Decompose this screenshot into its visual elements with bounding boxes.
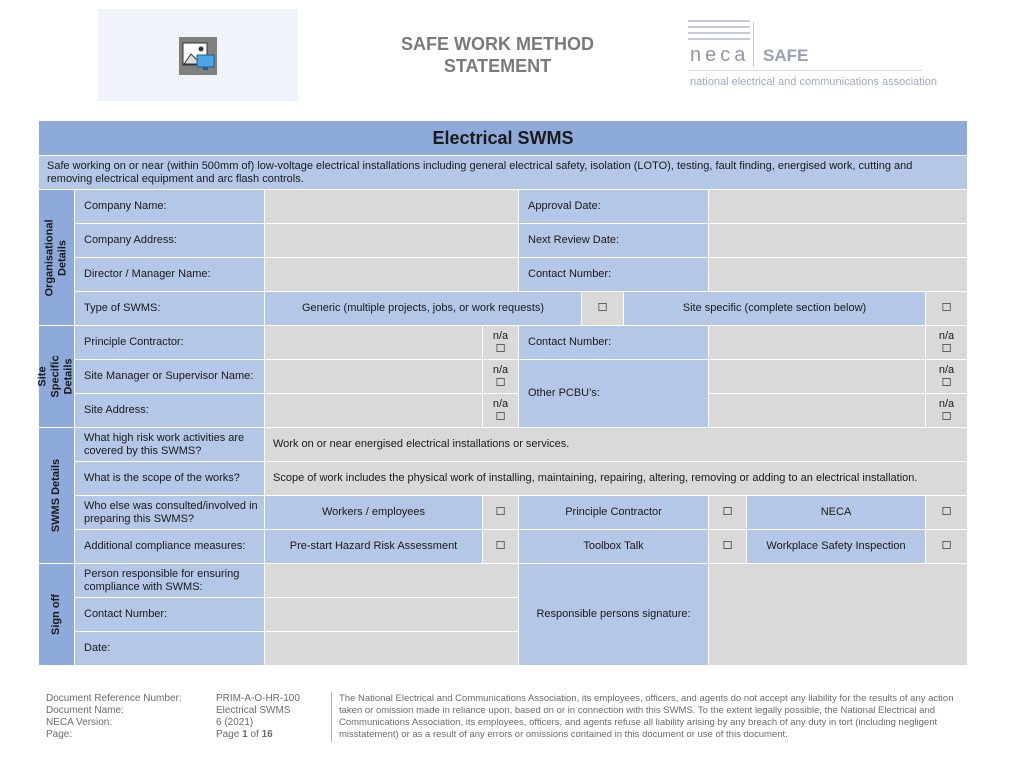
signoff-contact-number-field[interactable] — [265, 598, 519, 632]
site-contact-number-label: Contact Number: — [519, 326, 709, 360]
site-manager-label: Site Manager or Supervisor Name: — [75, 360, 265, 394]
logo-divider — [753, 22, 754, 67]
director-name-field[interactable] — [265, 258, 519, 292]
section-organisational: Organisational Details — [39, 190, 75, 326]
page-of: of — [247, 729, 262, 740]
na-label: n/a — [938, 363, 955, 376]
doc-name-value: Electrical SWMS — [216, 705, 291, 716]
principle-contractor-field[interactable] — [265, 326, 483, 360]
safe-wordmark: SAFE — [763, 46, 809, 65]
principle-contractor-checkbox[interactable]: ☐ — [709, 496, 747, 530]
logo-rule — [688, 70, 922, 71]
title-line-1: SAFE WORK METHOD — [401, 34, 594, 54]
workers-option-label: Workers / employees — [265, 496, 483, 530]
signoff-date-label: Date: — [75, 632, 265, 666]
section-site-specific: Site Specific Details — [39, 326, 75, 428]
responsible-person-field[interactable] — [265, 564, 519, 598]
prestart-option-label: Pre-start Hazard Risk Assessment — [265, 530, 483, 564]
na-label: n/a — [492, 397, 509, 410]
other-pcbu-na-1[interactable] — [926, 360, 968, 394]
company-logo-placeholder[interactable] — [98, 9, 298, 101]
other-pcbu-na-2[interactable] — [926, 394, 968, 428]
form-description: Safe working on or near (within 500mm of) low-voltage electrical installations including general electrical safety, isolation (LOTO), testing, fault finding, energised work, cutting and removing electrical equipment and arc flash controls. — [39, 156, 968, 190]
other-pcbus-label: Other PCBU’s: — [519, 360, 709, 428]
na-label: n/a — [938, 329, 955, 342]
site-address-na[interactable] — [483, 394, 519, 428]
document-title — [360, 33, 635, 77]
inspection-option-label: Workplace Safety Inspection — [747, 530, 926, 564]
site-contact-number-field[interactable] — [709, 326, 926, 360]
company-name-field[interactable] — [265, 190, 519, 224]
next-review-date-field[interactable] — [709, 224, 968, 258]
other-pcbu-field-2[interactable] — [709, 394, 926, 428]
site-address-field[interactable] — [265, 394, 483, 428]
page-value — [216, 729, 300, 741]
company-name-label: Company Name: — [75, 190, 265, 224]
section-sign-off: Sign off — [39, 564, 75, 666]
na-checkbox[interactable]: ☐ — [495, 410, 506, 423]
page-current: 1 — [242, 729, 248, 740]
na-checkbox[interactable]: ☐ — [941, 376, 952, 389]
workers-checkbox[interactable]: ☐ — [483, 496, 519, 530]
neca-version-label: NECA Version: — [46, 717, 113, 728]
image-placeholder-icon — [179, 37, 217, 75]
neca-version-value: 6 (2021) — [216, 717, 254, 728]
neca-checkbox[interactable]: ☐ — [926, 496, 968, 530]
other-pcbu-field-1[interactable] — [709, 360, 926, 394]
scope-of-works-label: What is the scope of the works? — [75, 462, 265, 496]
responsible-person-label: Person responsible for ensuring compliance with SWMS: — [75, 564, 265, 598]
footer-divider — [331, 692, 332, 742]
director-name-label: Director / Manager Name: — [75, 258, 265, 292]
na-checkbox[interactable]: ☐ — [495, 376, 506, 389]
contact-number-field[interactable] — [709, 258, 968, 292]
high-risk-activities-value[interactable]: Work on or near energised electrical installations or services. — [265, 428, 968, 462]
doc-ref-label: Document Reference Number: — [46, 693, 182, 704]
site-contact-number-na[interactable] — [926, 326, 968, 360]
generic-option-label: Generic (multiple projects, jobs, or work requests) — [265, 292, 582, 326]
footer-labels — [46, 693, 182, 741]
doc-name-label: Document Name: — [46, 705, 124, 716]
site-specific-checkbox[interactable]: ☐ — [926, 292, 968, 326]
site-address-label: Site Address: — [75, 394, 265, 428]
form-title: Electrical SWMS — [39, 121, 968, 156]
na-label: n/a — [492, 363, 509, 376]
contact-number-label: Contact Number: — [519, 258, 709, 292]
principle-contractor-na[interactable] — [483, 326, 519, 360]
approval-date-label: Approval Date: — [519, 190, 709, 224]
signature-label: Responsible persons signature: — [519, 564, 709, 666]
type-of-swms-label: Type of SWMS: — [75, 292, 265, 326]
approval-date-field[interactable] — [709, 190, 968, 224]
site-specific-option-label: Site specific (complete section below) — [624, 292, 926, 326]
generic-checkbox[interactable]: ☐ — [582, 292, 624, 326]
neca-tagline: national electrical and communications association — [690, 76, 938, 88]
signature-field[interactable] — [709, 564, 968, 666]
footer-values — [216, 693, 300, 741]
company-address-label: Company Address: — [75, 224, 265, 258]
consulted-label: Who else was consulted/involved in preparing this SWMS? — [75, 496, 265, 530]
toolbox-option-label: Toolbox Talk — [519, 530, 709, 564]
page-prefix: Page — [216, 729, 243, 740]
prestart-checkbox[interactable]: ☐ — [483, 530, 519, 564]
na-label: n/a — [492, 329, 509, 342]
neca-option-label: NECA — [747, 496, 926, 530]
neca-wordmark: neca — [690, 44, 750, 66]
scope-of-works-value[interactable]: Scope of work includes the physical work of installing, maintaining, repairing, altering, removing or adding to an electrical installation. — [265, 462, 968, 496]
company-address-field[interactable] — [265, 224, 519, 258]
signoff-date-field[interactable] — [265, 632, 519, 666]
neca-safe-logo — [688, 18, 938, 93]
title-line-2: STATEMENT — [443, 56, 552, 76]
section-swms-details: SWMS Details — [39, 428, 75, 564]
na-checkbox[interactable]: ☐ — [495, 342, 506, 355]
principle-contractor-label: Principle Contractor: — [75, 326, 265, 360]
principle-contractor-option-label: Principle Contractor — [519, 496, 709, 530]
site-manager-field[interactable] — [265, 360, 483, 394]
na-checkbox[interactable]: ☐ — [941, 342, 952, 355]
swms-form — [39, 121, 968, 666]
na-label: n/a — [938, 397, 955, 410]
signoff-contact-number-label: Contact Number: — [75, 598, 265, 632]
doc-ref-value: PRIM-A-O-HR-100 — [216, 693, 300, 704]
logo-lines — [688, 20, 750, 44]
compliance-measures-label: Additional compliance measures: — [75, 530, 265, 564]
footer-disclaimer: The National Electrical and Communications Association, its employees, officers, and agents do not accept any liability for the results of any action taken or omission made in reliance upon, based on or in connection with this SWMS. To the extent legally possible, the National Electrical and Communications Association, its employees, officers, and agents refuse all liability arising by any breach of any duty in tort (including negligent misstatement) or as a result of any errors or omissions contained in this document or use of this document. — [339, 693, 954, 740]
page-label: Page: — [46, 729, 73, 740]
page-total: 16 — [261, 729, 273, 740]
next-review-date-label: Next Review Date: — [519, 224, 709, 258]
inspection-checkbox[interactable]: ☐ — [926, 530, 968, 564]
na-checkbox[interactable]: ☐ — [941, 410, 952, 423]
site-manager-na[interactable] — [483, 360, 519, 394]
high-risk-activities-label: What high risk work activities are covered by this SWMS? — [75, 428, 265, 462]
toolbox-checkbox[interactable]: ☐ — [709, 530, 747, 564]
